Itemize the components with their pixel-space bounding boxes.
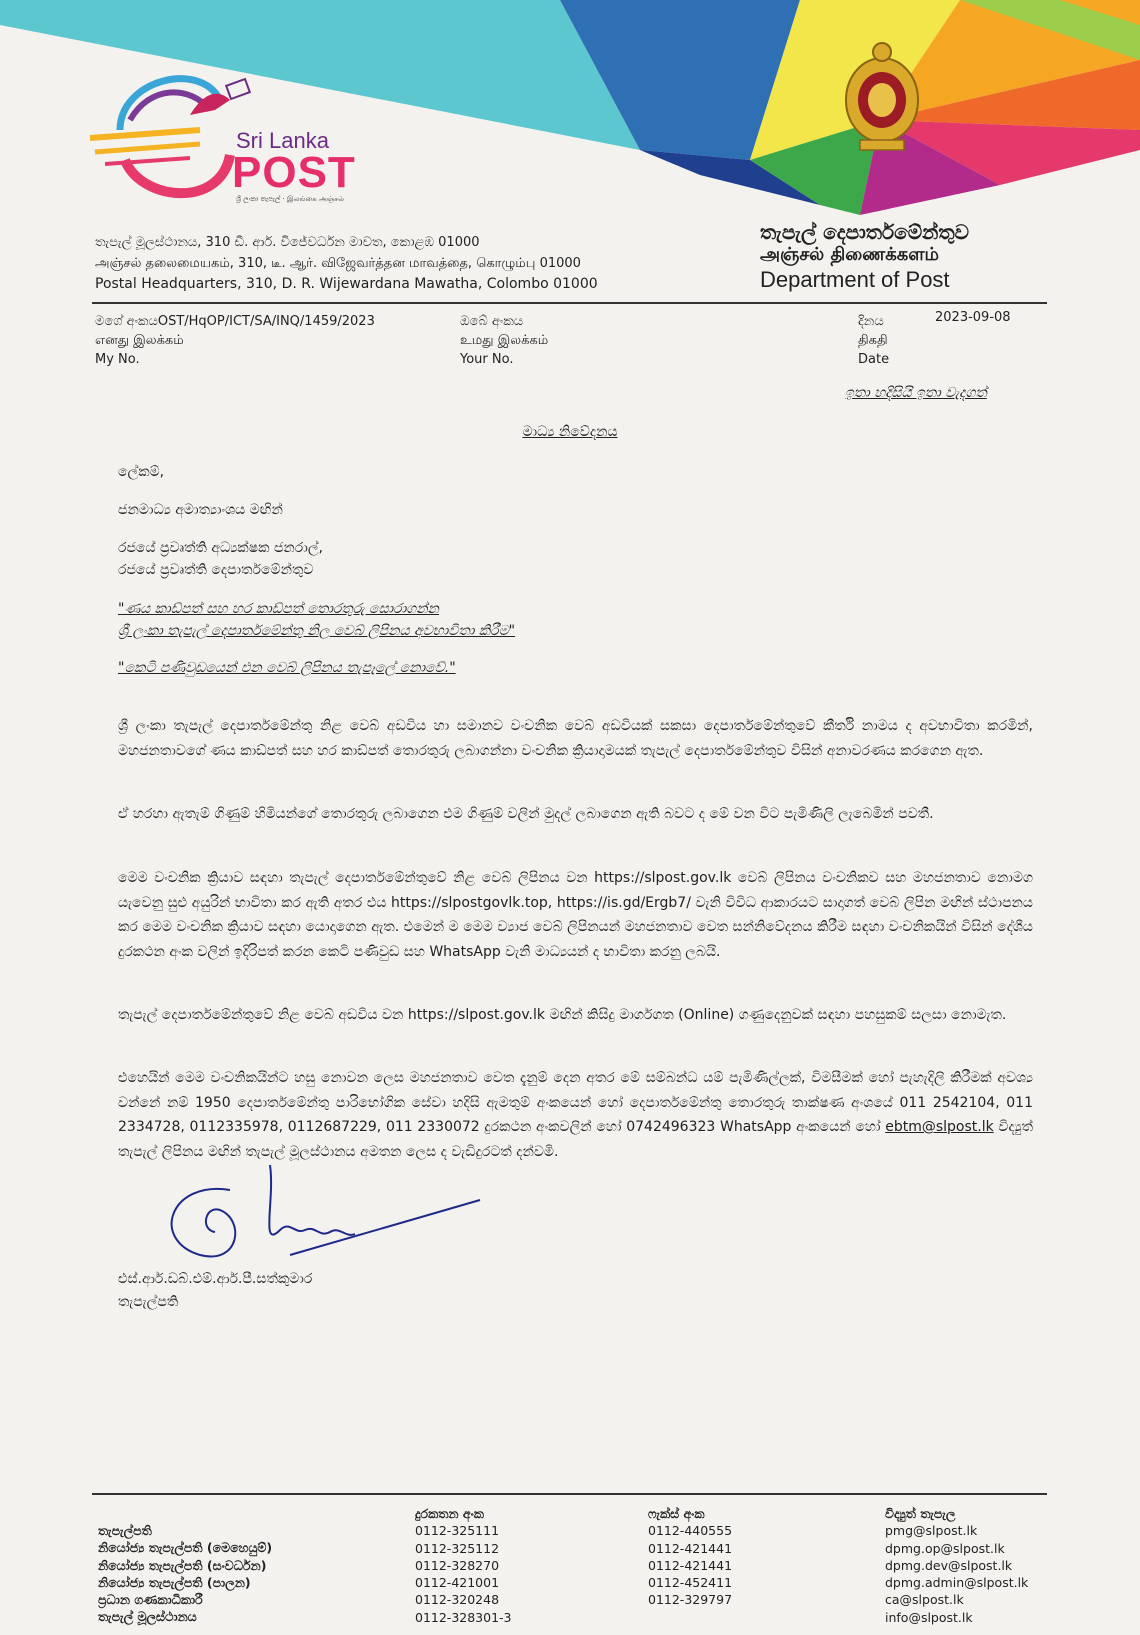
footer-email-4[interactable]: ca@slpost.lk [885,1592,964,1608]
my-no-label-en: My No. [95,352,140,367]
department-name [760,220,969,293]
footer-name-3: නියෝජ්‍ය තැපැල්පති (පාලන) [98,1574,251,1590]
handwritten-signature [150,1160,490,1270]
signer-position: තැපැල්පති [118,1294,179,1310]
footer-name-0: තැපැල්පති [98,1523,152,1538]
recipient-2: ජනමාධ්‍ය අමාත්‍යාංශය මඟින් [118,502,283,518]
header-divider [92,302,1047,304]
footer-fax-header: ෆැක්ස් අංක [648,1506,705,1521]
subject-line-3: "කෙටි පණිවුඩයෙන් එන වෙබ් ලිපිනය තැපෑලේ නොවේ." [118,660,456,676]
footer-phone-5: 0112-328301-3 [415,1609,512,1625]
footer-name-5: තැපැල් මූලස්ථානය [98,1609,197,1625]
footer-email-2[interactable]: dpmg.dev@slpost.lk [885,1557,1013,1573]
footer-fax-column [648,1505,732,1609]
date-block [858,312,889,369]
logo-text-sri-lanka: Sri Lanka [236,128,329,153]
footer-divider [92,1493,1047,1495]
your-no-label-en: Your No. [460,352,514,367]
contact-email-link[interactable]: ebtm@slpost.lk [885,1119,994,1135]
signer-name: එස්.ආර්.ඩබ්.එම්.ආර්.පී.සත්කුමාර [118,1271,313,1287]
logo-text-post: POST [232,148,356,197]
date-value: 2023-09-08 [935,310,1011,325]
address-english: Postal Headquarters, 310, D. R. Wijewardana Mawatha, Colombo 01000 [95,276,598,292]
footer-fax-2: 0112-421441 [648,1557,733,1573]
your-no-label-ta: உமது இலக்கம் [460,333,549,348]
footer-name-2: නියෝජ්‍ය තැපැල්පති (සංවර්ධන) [98,1557,267,1573]
logo-tagline: ශ්‍රී ලංකා තැපැල් · இலங்கை அஞ்சல் [236,195,344,203]
footer-names-column [98,1522,272,1626]
footer-fax-3: 0112-452411 [648,1575,733,1591]
footer-email-0[interactable]: pmg@slpost.lk [885,1523,978,1539]
footer-phone-0: 0112-325111 [415,1523,500,1539]
page-title: මාධ්‍ය නිවේදනය [522,424,618,440]
address-sinhala: තැපැල් මූලස්ථානය, 310 ඩී. ආර්. විජේවර්ධන මාවත, කොළඹ 01000 [95,235,480,250]
footer-name-1: නියෝජ්‍ය තැපැල්පති (මෙහෙයුම්) [98,1540,273,1556]
my-no-value: OST/HqOP/ICT/SA/INQ/1459/2023 [157,314,375,329]
footer-phone-header: දුරකතන අංක [415,1506,484,1521]
date-label-si: දිනය [858,314,884,329]
my-no-label-si: මගේ අංකය [95,314,158,329]
urgent-notice: ඉතා හදිසියි ඉතා වැදගත් [845,385,987,401]
paragraph-1: ශ්‍රී ලංකා තැපැල් දෙපාර්තමේන්තු නිළ වෙබ් අඩවිය හා සමානව වංචනික වෙබ් අඩවියක් සකසා දෙපාර්තමේන්තුවේ කීර්ති නාමය ද අවභාවිතා කරමින්, මහජනතාවගේ ණය කාඩ්පත් සහ හර කාඩ්පත් තොරතුරු ලබාගන්නා වංචනික ක්‍රියාදාමයක් තැපැල් දෙපාර්තමේන්තුව විසින් අනාවරණය කරගෙන ඇත. [118,718,1033,759]
paragraph-2: ඒ හරහා ඇතැම් ගිණුම් හිමියන්ගේ තොරතුරු ලබාගෙන එම ගිණුම් වලින් මුදල් ලබාගෙන ඇති බවට ද මේ වන විට පැමිණිලි ලැබෙමින් පවතී. [118,806,934,822]
department-tamil: அஞ்சல் திணைக்களம் [760,244,939,265]
subject-line-1: "ණය කාඩ්පත් සහ හර කාඩ්පත් තොරතුරු සොරාගන්න [118,601,439,617]
signer-block [118,1268,312,1314]
footer-email-3[interactable]: dpmg.admin@slpost.lk [885,1575,1029,1591]
department-english: Department of Post [760,267,950,292]
footer-phone-4: 0112-320248 [415,1592,500,1608]
paragraph-5 [118,1066,1033,1164]
paragraph-4: තැපැල් දෙපාර්තමේන්තුවේ නිළ වෙබ් අඩවිය වන https://slpost.gov.lk මඟින් කිසිදු මාර්ගගත (Online) ගණුදෙනුවක් සඳහා පහසුකම් සලසා නොමැත. [118,1007,1007,1023]
my-no-label-ta: எனது இலக்கம் [95,333,184,348]
footer-email-1[interactable]: dpmg.op@slpost.lk [885,1540,1005,1556]
postal-address [95,232,598,295]
subject-line-2: ශ්‍රී ලංකා තැපැල් දෙපාර්තමේන්තු නිල වෙබ් ලිපිනය අවභාවිතා කිරීම" [118,623,516,639]
footer-phone-column [415,1505,512,1626]
recipient-4: රජයේ ප්‍රවෘත්ති දෙපාර්තමේන්තුව [118,562,314,578]
your-number-block [460,312,548,369]
footer-phone-3: 0112-421001 [415,1575,500,1591]
my-number-block [95,312,375,369]
footer-name-4: ප්‍රධාන ගණකාධිකාරී [98,1592,203,1608]
address-tamil: அஞ்சல் தலைமையகம், 310, டீ. ஆர். விஜேவர்த்தன மாவத்தை, கொழும்பு 01000 [95,256,581,271]
footer-email-5[interactable]: info@slpost.lk [885,1609,973,1625]
paragraph-5-text-a: එහෙයින් මෙම වංචනිකයින්ට හසු නොවන ලෙස මහජනතාව වෙත දැනුම් දෙන අතර මේ සම්බන්ධ යම් පැමිණිල්ලක්, විමසීමක් හෝ පැහැදිලි කිරීමක් අවශ්‍ය වන්නේ නම් 1950 දෙපාර්තමේන්තු පාරිභෝගික සේවා හදිසි ඇමතුම් අංකයෙන් හෝ දෙපාර්තමේන්තු තොරතුරු තාක්ෂණ අංශයේ 011 2542104, 011 2334728, 0112335978, 0112687229, 011 2330072 දුරකථන අංකවලින් හෝ 0742496323 WhatsApp අංකයෙන් හෝ [118,1070,1033,1135]
date-label-en: Date [858,352,890,367]
recipient-3: රජයේ ප්‍රවෘත්ති අධ්‍යක්ෂක ජනරාල්, [118,540,323,556]
footer-phone-1: 0112-325112 [415,1540,500,1556]
footer-email-column [885,1505,1028,1626]
date-label-ta: திகதி [858,333,888,348]
department-sinhala: තැපැල් දෙපාර්තමේන්තුව [760,220,969,244]
paragraph-5-text-b: විද්‍යුත් තැපැල් ලිපිනය මඟින් තැපැල් මූලස්ථානය අමතන ලෙස ද වැඩිදුරටත් දන්වමි. [118,1119,1034,1160]
recipient-1: ලේකම්, [118,464,165,480]
your-no-label-si: ඔබේ අංකය [460,314,524,329]
footer-phone-2: 0112-328270 [415,1557,500,1573]
national-emblem-icon [840,40,925,155]
footer-fax-4: 0112-329797 [648,1592,733,1608]
footer-fax-0: 0112-440555 [648,1523,733,1539]
paragraph-3: මෙම වංචනික ක්‍රියාව සඳහා තැපැල් දෙපාර්තමේන්තුවේ නිළ වෙබ් ලිපිනය වන https://slpost.gov.lk වෙබ් ලිපිනය වංචනිකව සහ මහජනතාව නොමග යැවෙනු සුළු අයුරින් භාවිතා කර ඇති අතර එය https://slpostgovlk.top, https://is.gd/Ergb7/ වැනි විවිධ ආකාරයට සාදාගත් වෙබ් ලිපින මඟින් ස්ථාපනය කර මෙම වංචනික ක්‍රියාව සඳහා යොදාගෙන ඇත. එමෙන් ම මෙම ව්‍යාජ වෙබ් ලිපිනයන් මහජනතාව වෙත සන්නිවේදනය කිරීම සඳහා වංචනිකයින් විසින් දේශීය දුරකථන අංක වලින් ඉදිරිපත් කරන කෙටි පණිවුඩ සහ WhatsApp වැනි මාධ්‍යයන් ද භාවිතා කරනු ලබයි. [118,870,1033,960]
footer-fax-1: 0112-421441 [648,1540,733,1556]
footer-email-header: විද්‍යුත් තැපැල [885,1506,956,1521]
